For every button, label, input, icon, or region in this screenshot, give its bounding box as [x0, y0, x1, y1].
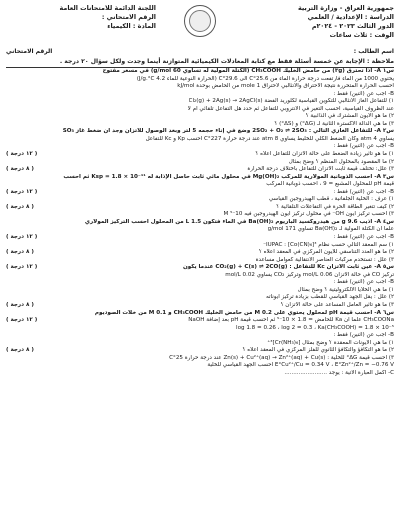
line-text: ٣) علل : تستخدم مركبات العناصر الانتقالية كعوامل مساعدة — [255, 256, 394, 263]
exam-instructions-note: ملاحظة : الإجابة عن خمسة أسئلة فقط مع كتابة المعادلات الكيميائية المتوازنة أينما وجدت ولكل سؤال ٢٠ درجة . — [6, 58, 394, 68]
line-text: B- أجب عن (اثنين) فقط : — [333, 188, 394, 195]
question-text-line — [6, 234, 394, 242]
line-text: ٣) احسب قيمة ΔG° للخلية : Zn(s) + Cu²⁺(aq) → Zn²⁺(aq) + Cu(s) عند درجة حرارة 25°C — [169, 354, 394, 361]
question-text-line — [6, 242, 394, 250]
question-text-line — [6, 166, 394, 174]
line-text: ١) للتفاعل الغاز الأنثالبي للتكوين القياسية لكلوريد الفضة Cl₂(g) + 2Ag(s) → 2AgCl(s) — [188, 98, 394, 105]
question-text-line — [6, 302, 394, 310]
line-text: ١) ما هي الخلايا الالكتروليتية ؟ وضح بمثال — [297, 286, 394, 293]
line-text: C- أكمل العبارة الآتية : يوجد ........................ — [284, 369, 394, 376]
question-text-line — [6, 196, 394, 204]
question-text-line — [6, 317, 394, 325]
line-text: ٢) ما هو العدد التناسقي للأيون المركزي في المعقد أعلاه ؟ — [258, 249, 394, 256]
question-text-line — [6, 347, 394, 355]
line-text: ١) سم المعقد التالي حسب نظام IUPAC : [Co(CN)₆]³⁻ — [263, 241, 394, 248]
line-text: س٢ A- للتفاعل الغازي التالي : 2SO₂ + O₂ ⇌ 2SO₃ وضع في إناء حجمه 5 لتر وبعد الوصول للاتزان وجد أن ضغط غاز SO₃ — [62, 128, 394, 135]
line-text: عند الظروف القياسية، احسب التغير في الانتروبي للتفاعل ثم حدد هل التفاعل تلقائي أم لا — [187, 105, 394, 112]
exam-number-label: الرقم الامتحاني — [6, 48, 53, 55]
line-text: س٤ A- اذيب 9.6 g من هيدروكسيد الباريوم Ba(OH)₂ في الماء فتكون 1.5 L من المحلول احسب التركيز المولاري — [84, 218, 394, 225]
marks-label: ( ٨ درجة ) — [6, 166, 34, 173]
question-text-line — [6, 211, 394, 219]
line-text: س٦ A- احسب قيمة pH لمحلول يحتوي على 0.2 M من حامض الخليك CH₃COOH و 0.1 M من خلات الصوديوم — [94, 309, 394, 316]
question-text-line — [6, 113, 394, 121]
header-ministry-block — [229, 4, 394, 40]
line-text: ٢) ما المقصود بالمحلول المنظم ؟ وضح بمثال — [288, 158, 394, 165]
marks-label: ( ١٢ درجة ) — [6, 234, 38, 241]
ministry-logo-icon — [184, 5, 216, 37]
question-text-line — [6, 121, 394, 129]
line-text: علما أن الكتلة المولية لـ Ba(OH)₂ تساوي 171 g/mol — [267, 226, 394, 233]
line-text: ٢) علل : يقل الجهد القياسي للقطب بزيادة تركيز أيوناته — [265, 294, 394, 301]
exam-header — [6, 4, 394, 56]
header-left-line: المادة : الكيمياء — [107, 22, 156, 30]
line-text: log 1.8 = 0.26 ، log 2 = 0.3 ، Ka(CH₃COOH) = 1.8 × 10⁻⁵ — [236, 324, 394, 331]
question-text-line — [6, 332, 394, 340]
question-text-line — [6, 287, 394, 295]
question-text-line — [6, 106, 394, 114]
header-right-line: الدور الثالث ٢٠٢٣ - ٢٠٢٤م — [311, 22, 394, 30]
marks-label: ( ١٢ درجة ) — [6, 264, 38, 271]
question-text-line — [6, 76, 394, 84]
question-heading-line — [6, 128, 394, 136]
line-text: B- أجب عن (اثنين) فقط : — [333, 90, 394, 97]
line-text: ٣) احسب تركيز أيون OH⁻ في محلول تركيز أيون الهيدروجين فيه 10⁻⁵ M — [223, 211, 394, 218]
line-text: تركيز CO في حالة الاتزان 0.06 mol/L وتركيز CO₂ يساوي 0.02 mol/L — [225, 271, 394, 278]
header-right-line: الوقت : ثلاث ساعات — [329, 31, 394, 39]
questions-body — [6, 68, 394, 377]
question-text-line — [6, 189, 394, 197]
question-text-line — [6, 151, 394, 159]
question-text-line — [6, 294, 394, 302]
marks-label: ( ١٢ درجة ) — [6, 317, 38, 324]
line-text: ٢) ما هو التكافؤ والتكافؤ الثانوي للفلز المركزي في المعقد أعلاه ؟ — [242, 347, 394, 354]
line-text: ٣) ما هي الدالة الاكسترة الثانية لـ (ΔG°) و (ΔS°) ؟ — [274, 120, 394, 127]
question-heading-line — [6, 264, 394, 272]
line-text: B- أجب عن (اثنين) فقط : — [333, 332, 394, 339]
question-text-line — [6, 136, 394, 144]
marks-label: ( ٨ درجة ) — [6, 301, 34, 308]
question-text-line — [6, 98, 394, 106]
line-text: B- أجب عن (اثنين) فقط : — [333, 143, 394, 150]
marks-label: ( ١٢ درجة ) — [6, 188, 38, 195]
question-text-line — [6, 340, 394, 348]
question-heading-line — [6, 174, 394, 182]
question-text-line — [6, 159, 394, 167]
line-text: B- أجب عن (اثنين) فقط : — [333, 234, 394, 241]
line-text: ٣) علل: تختلف قيمة ثابت الاتزان للتفاعل باختلاف درجة الحرارة — [247, 166, 394, 173]
header-committee-block — [6, 4, 156, 31]
line-text: B- أجب عن (اثنين) فقط : — [333, 279, 394, 286]
header-right-line: جمهورية العراق - وزارة التربية — [297, 4, 394, 12]
line-text: قيمة pH للمحلول المشبع = 9 ، احسب ذوبانية المركب — [266, 181, 394, 188]
line-text: ١) ما هو تأثير زيادة الضغط على حالة الاتزان للتفاعل أعلاه ؟ — [255, 151, 394, 158]
marks-label: ( ٨ درجة ) — [6, 249, 34, 256]
line-text: س٣ A- احسب الذوبانية المولارية للمركب Mg(OH)₂ في محلول مائي ثابت حاصل الإذابة له Ksp = 1.8 × 10⁻¹¹ ثم احسب — [63, 173, 394, 180]
line-text: ١) ما هي الأيونات المعقدة ؟ وضح بمثال [Cr(NH₃)₆]³⁺ — [267, 339, 394, 346]
question-text-line — [6, 370, 394, 378]
line-text: ٢) ما هو الأيون المشترك في الذائبية ؟ — [305, 113, 394, 120]
question-text-line — [6, 83, 394, 91]
question-heading-line — [6, 219, 394, 227]
question-text-line — [6, 257, 394, 265]
header-left-line: اللجنة الدائمة للامتحانات العامة — [59, 4, 156, 12]
header-right-line: الدراسة : الإعدادية / العلمي — [307, 13, 394, 21]
marks-label: ( ١٢ درجة ) — [6, 151, 38, 158]
question-text-line — [6, 325, 394, 333]
question-heading-line — [6, 310, 394, 318]
line-text: س١ A- اذا تحترق (٣g) من حامض الخليك CH₃COOH (الكتلة المولية له تساوي 60 g/mol) في مسعر مفتوح — [102, 68, 394, 74]
question-text-line — [6, 226, 394, 234]
student-info-row — [6, 48, 394, 56]
question-text-line — [6, 204, 394, 212]
header-left-line: الرقم الامتحاني : — [101, 13, 156, 21]
question-text-line — [6, 355, 394, 363]
line-text: يحتوي 1000 من الماء فارتفعت درجة حرارة الماء من 25.6°C الى 29.6°C (الحرارة النوعية للماء 4.2 J/g.°C) — [136, 75, 394, 82]
marks-label: ( ٨ درجة ) — [6, 203, 34, 210]
line-text: ١) عرف : الخلية الجلفانية ، قطب الهيدروجين القياسي — [268, 196, 394, 203]
line-text: احسب الحرارة المتحررة نتيجة الاحتراق والأنثالبي لاحتراق 1 mole من الحامض بوحدة kJ/mol — [177, 83, 394, 90]
marks-label: ( ٨ درجة ) — [6, 347, 34, 354]
question-text-line — [6, 272, 394, 280]
line-text: E°Cu²⁺/Cu = 0.34 V ، E°Zn²⁺/Zn = −0.76 V أحسب الجهد القياسي للخلية — [207, 362, 394, 369]
student-name-label: اسم الطالب : — [353, 48, 394, 55]
line-text: ٣) ما هو تأثير العامل المساعد على حالة الاتزان ؟ — [280, 301, 394, 308]
line-text: س٥ A- عين ثابت الاتزان Kc للتفاعل : CO₂(g) + C(s) ⇌ 2CO(g) عندما يكون — [182, 264, 394, 271]
question-text-line — [6, 181, 394, 189]
question-text-line — [6, 91, 394, 99]
question-text-line — [6, 143, 394, 151]
question-heading-line — [6, 68, 394, 76]
question-text-line — [6, 279, 394, 287]
question-text-line — [6, 362, 394, 370]
line-text: ٢) كيف تتغير الطاقة الحرة في التفاعلات التلقائية ؟ — [276, 203, 394, 210]
question-text-line — [6, 249, 394, 257]
line-text: CH₃COONa علما أن Ka للحامض = 1.8 × 10⁻⁵ ثم احسب قيمة pH بعد إضافة NaOH — [188, 317, 394, 324]
line-text: يساوي 4 atm وكان الضغط الكلي للخليط يساوي 8 atm عند درجة حرارة 227°C احسب Kp و Kc للتفاعل — [145, 135, 394, 142]
